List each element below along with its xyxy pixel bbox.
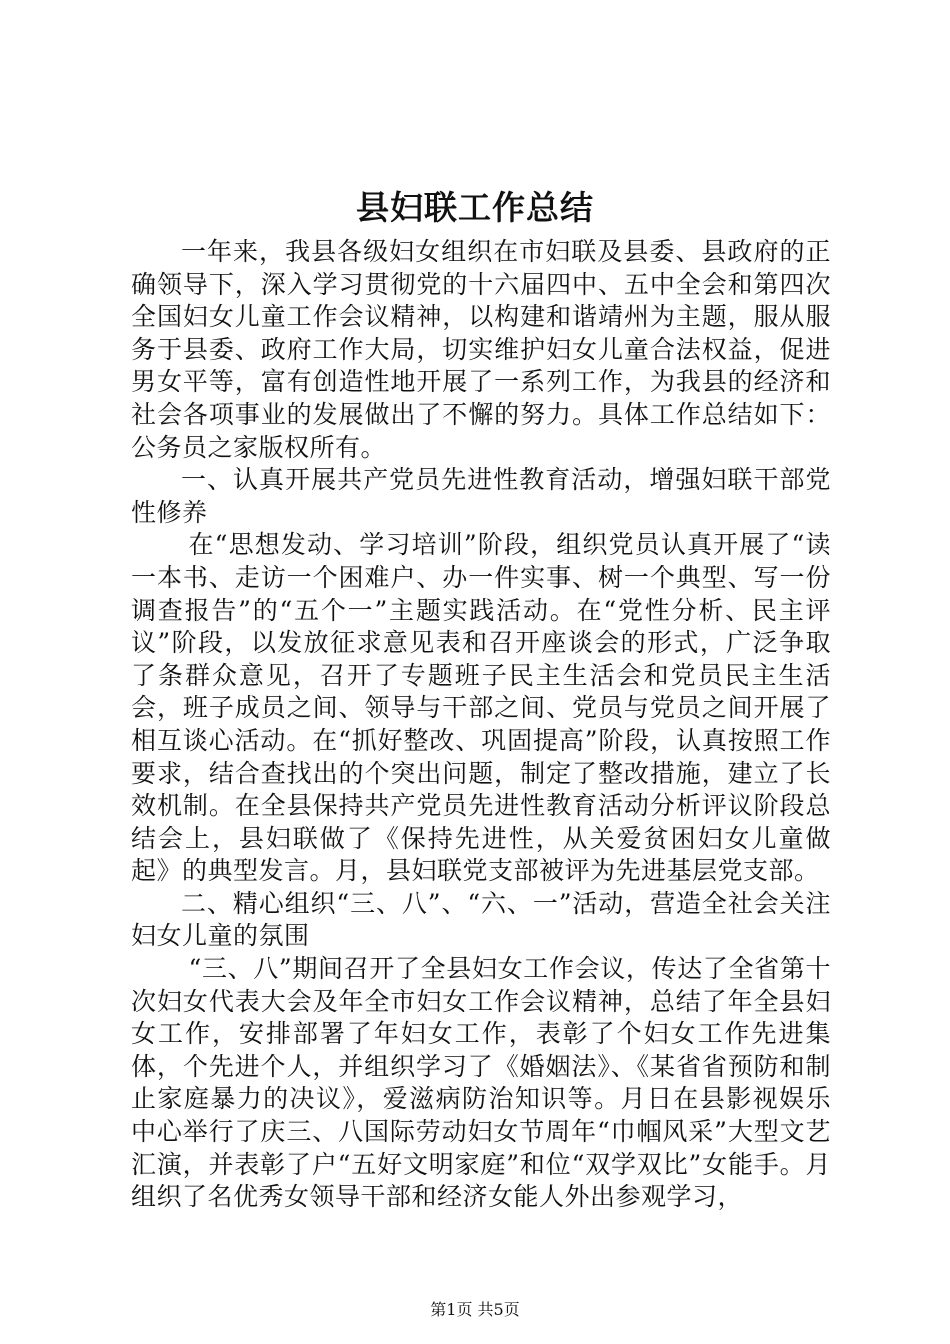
- paragraph-section-1: 在“思想发动、学习培训”阶段，组织党员认真开展了“读一本书、走访一个困难户、办一件实事、树一个典型、写一份调查报告”的“五个一”主题实践活动。在“党性分析、民主评议”阶段，以发放征求意见表和召开座谈会的形式，广泛争取了条群众意见，召开了专题班子民主生活会和党员民主生活会，班子成员之间、领导与干部之间、党员与党员之间开展了相互谈心活动。在“抓好整改、巩固提高”阶段，认真按照工作要求，结合查找出的个突出问题，制定了整改措施，建立了长效机制。在全县保持共产党员先进性教育活动分析评议阶段总结会上，县妇联做了《保持先进性，从关爱贫困妇女儿童做起》的典型发言。月，县妇联党支部被评为先进基层党支部。: [131, 530, 831, 886]
- section-heading-2: 二、精心组织“三、八”、“六、一”活动，营造全社会关注妇女儿童的氛围: [131, 888, 831, 951]
- paragraph-intro: 一年来，我县各级妇女组织在市妇联及县委、县政府的正确领导下，深入学习贯彻党的十六届四中、五中全会和第四次全国妇女儿童工作会议精神，以构建和谐靖州为主题，服从服务于县委、政府工作大局，切实维护妇女儿童合法权益，促进男女平等，富有创造性地开展了一系列工作，为我县的经济和社会各项事业的发展做出了不懈的努力。具体工作总结如下：公务员之家版权所有。: [131, 237, 831, 462]
- page-number-footer: 第1页 共5页: [430, 1300, 520, 1319]
- document-body: [131, 236, 831, 1214]
- paragraph-section-2: “三、八”期间召开了全县妇女工作会议，传达了全省第十次妇女代表大会及年全市妇女工作会议精神，总结了年全县妇女工作，安排部署了年妇女工作，表彰了个妇女工作先进集体，个先进个人，并组织学习了《婚姻法》、《某省省预防和制止家庭暴力的决议》，爱滋病防治知识等。月日在县影视娱乐中心举行了庆三、八国际劳动妇女节周年“巾帼风采”大型文艺汇演，并表彰了户“五好文明家庭”和位“双学双比”女能手。月组织了名优秀女领导干部和经济女能人外出参观学习，: [131, 954, 831, 1212]
- section-heading-1: 一、认真开展共产党员先进性教育活动，增强妇联干部党性修养: [131, 465, 831, 527]
- page-title: 县妇联工作总结: [356, 188, 594, 227]
